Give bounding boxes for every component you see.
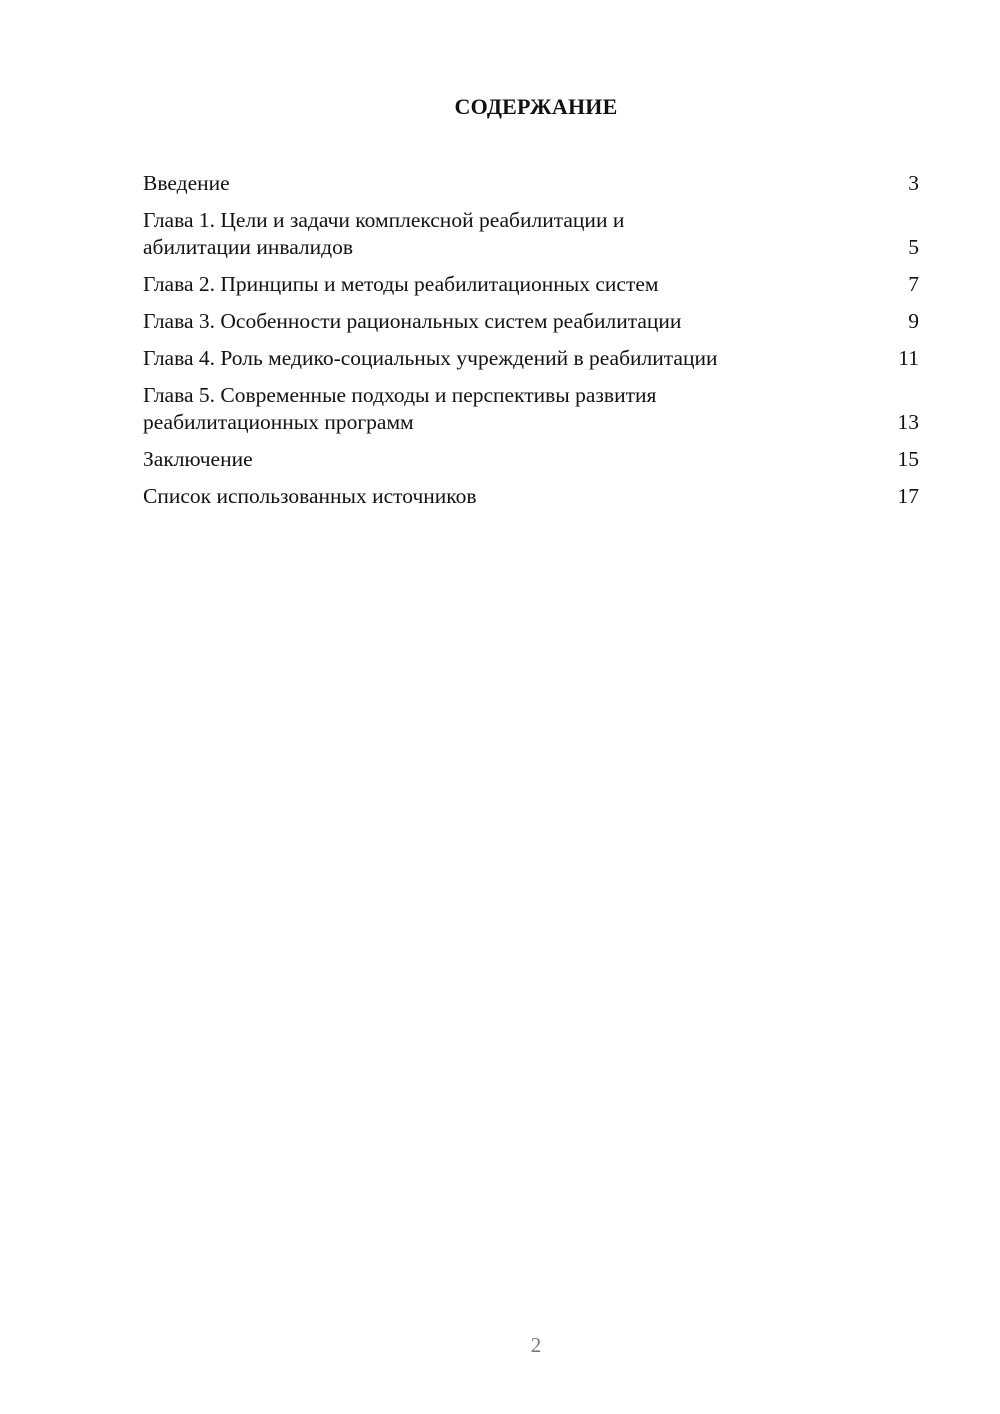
toc-item-label: Глава 4. Роль медико-социальных учреждений в реабилитации <box>143 346 718 370</box>
toc-item-page: 13 <box>897 410 919 434</box>
page-number: 2 <box>530 1333 542 1357</box>
toc-item-page: 9 <box>908 309 919 333</box>
toc-item-label: Заключение <box>143 447 253 471</box>
toc-item-label: Введение <box>143 171 230 195</box>
toc-item-page: 17 <box>897 484 919 508</box>
toc-item-label: Глава 5. Современные подходы и перспективы развития реабилитационных программ <box>143 383 657 434</box>
toc-item-chapter-5 <box>143 382 919 436</box>
toc-item-chapter-3 <box>143 308 919 335</box>
toc-item-chapter-1 <box>143 207 919 261</box>
page-title: СОДЕРЖАНИЕ <box>454 94 618 119</box>
toc-item-page: 7 <box>908 272 919 296</box>
toc-item-label: Список использованных источников <box>143 484 477 508</box>
toc-item-label: Глава 1. Цели и задачи комплексной реабилитации и абилитации инвалидов <box>143 208 625 259</box>
toc-item-page: 5 <box>908 235 919 259</box>
toc-item-references <box>143 483 919 510</box>
toc-item-conclusion <box>143 446 919 473</box>
toc-item-chapter-2 <box>143 271 919 298</box>
toc-item-page: 15 <box>897 447 919 471</box>
toc-item-label: Глава 2. Принципы и методы реабилитационных систем <box>143 272 659 296</box>
toc-item-page: 3 <box>908 171 919 195</box>
table-of-contents <box>143 170 919 520</box>
toc-item-introduction <box>143 170 919 197</box>
toc-item-label: Глава 3. Особенности рациональных систем реабилитации <box>143 309 682 333</box>
toc-item-page: 11 <box>898 346 919 370</box>
toc-item-chapter-4 <box>143 345 919 372</box>
